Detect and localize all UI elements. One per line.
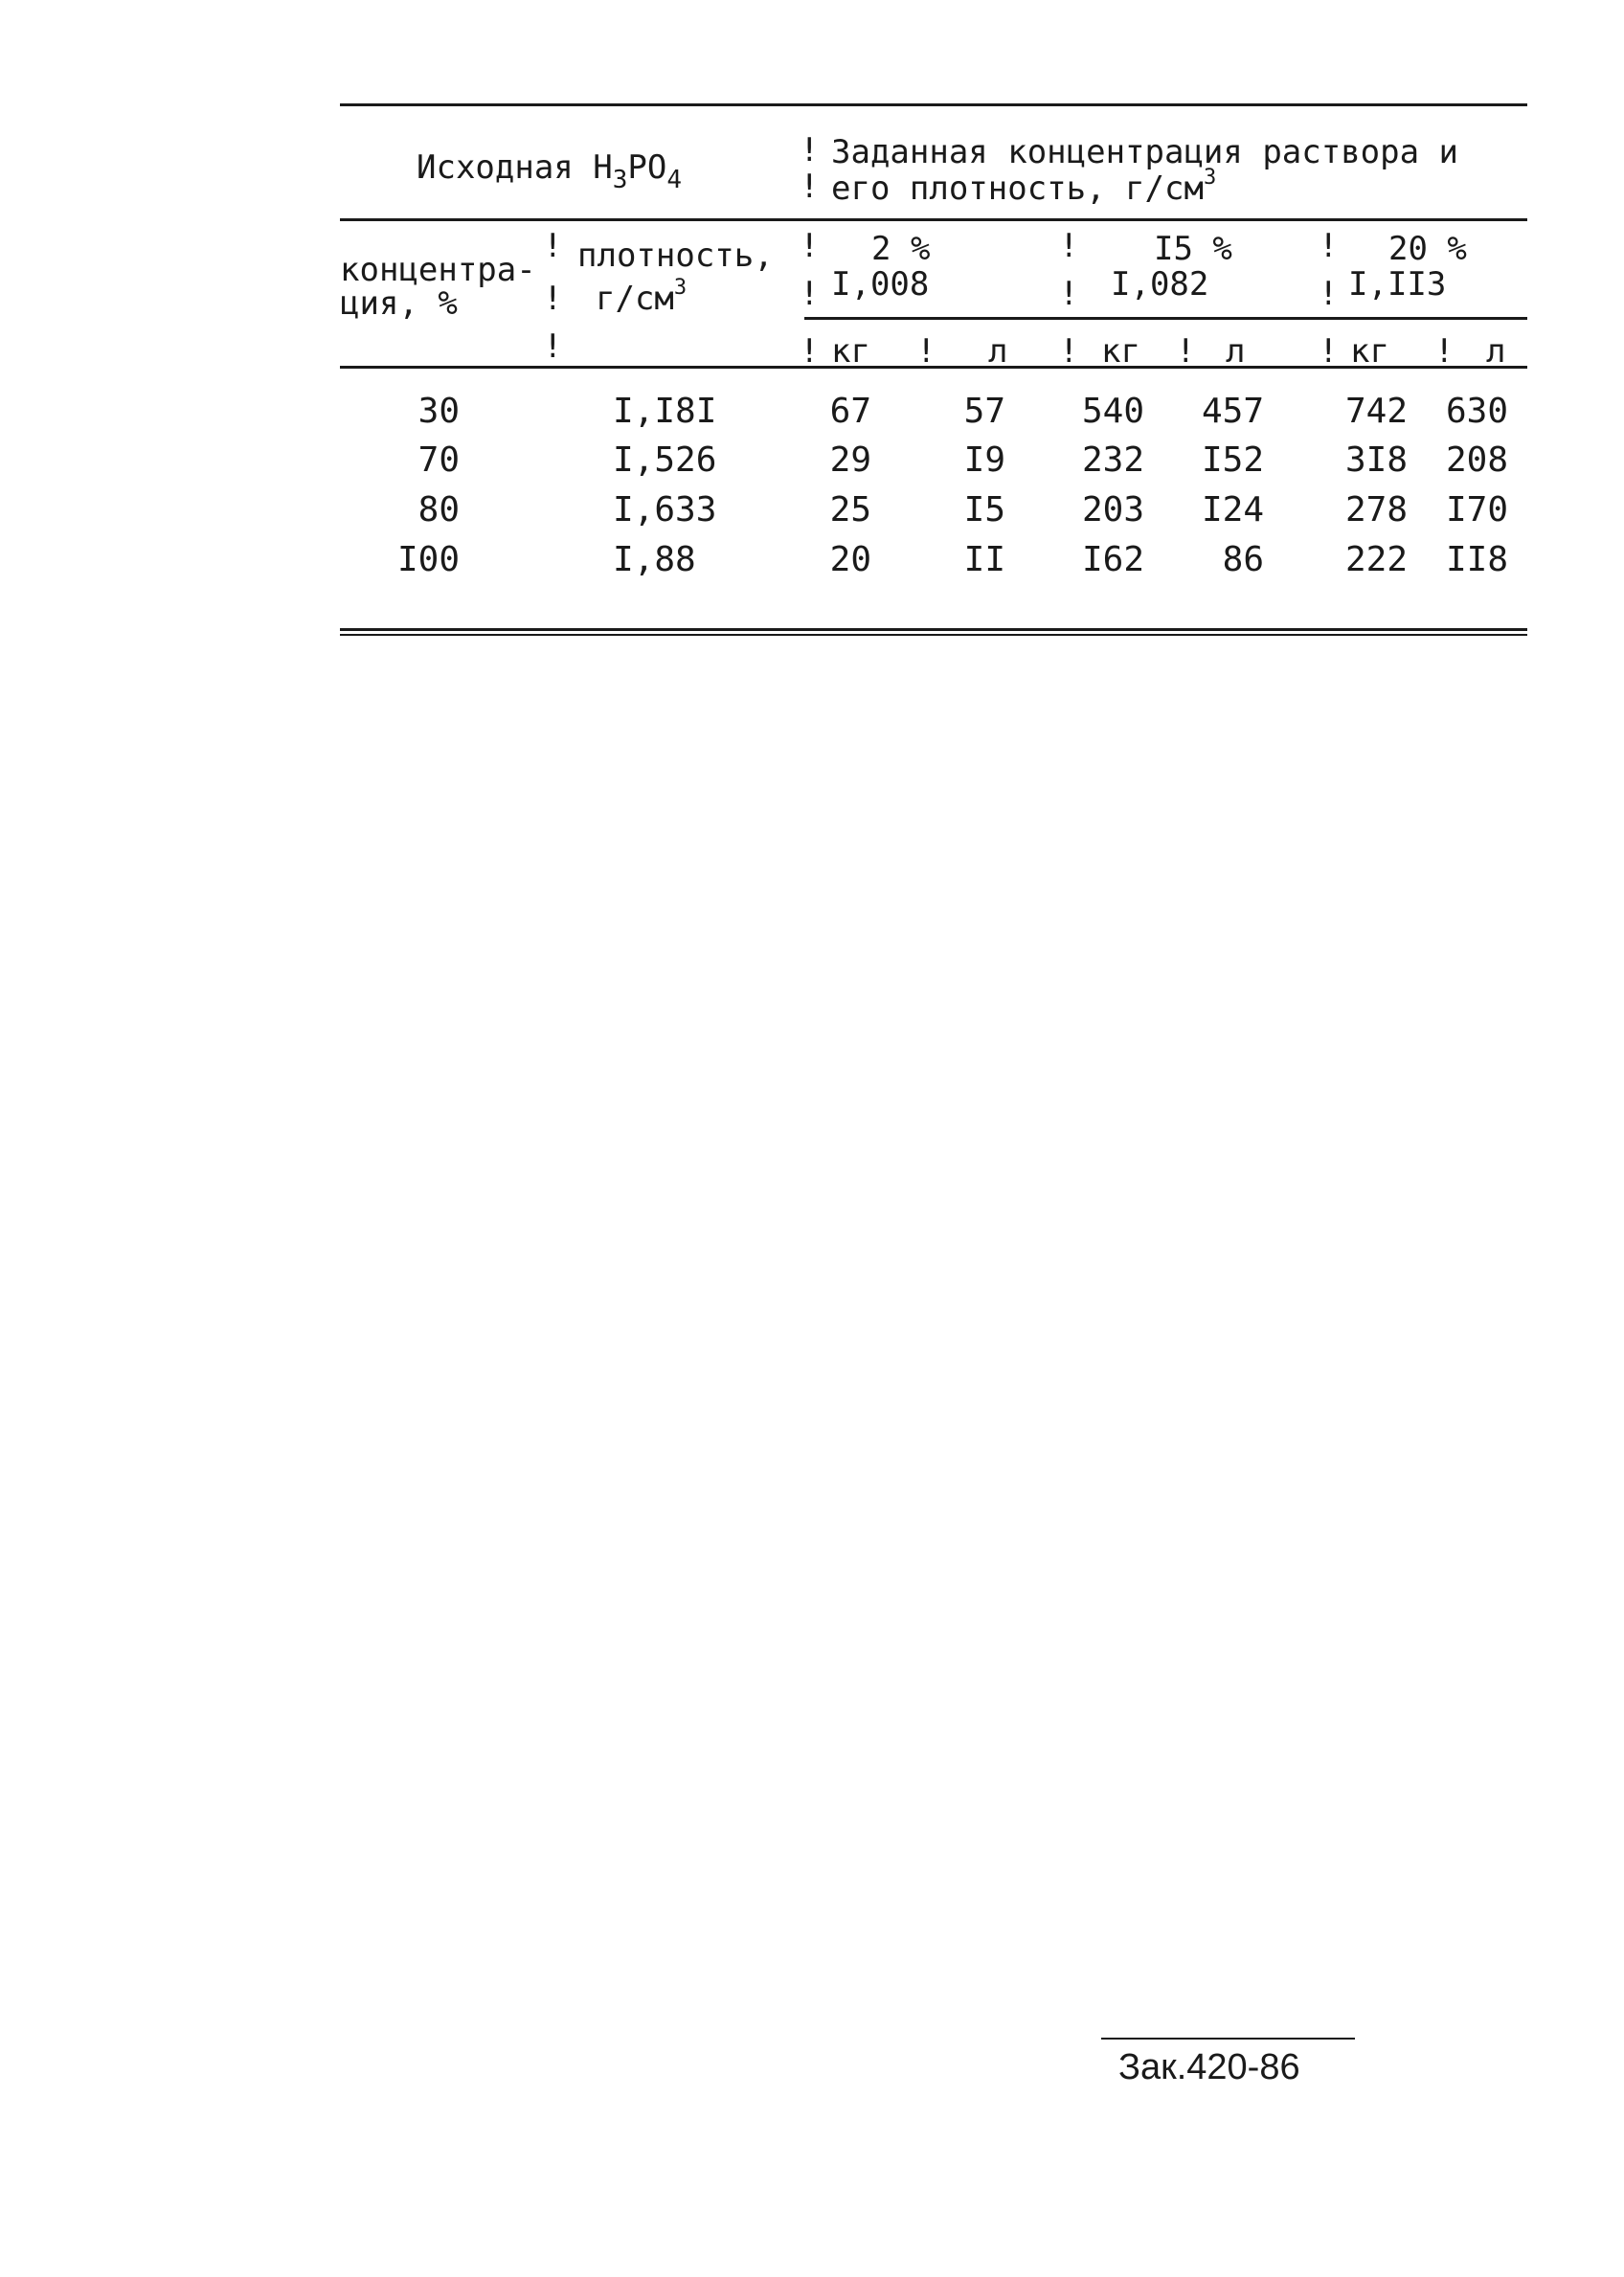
- row-l-2: II: [963, 540, 1005, 579]
- unit-kg-3: кг: [1350, 332, 1389, 371]
- row-kg-2: 67: [829, 392, 871, 431]
- order-stamp-rule: [1101, 2038, 1355, 2040]
- unit-kg-1: кг: [831, 332, 870, 371]
- row-conc: 30: [417, 392, 460, 431]
- row-kg-20: 742: [1344, 392, 1408, 431]
- group-2-percent: I5 %: [1154, 230, 1232, 268]
- target-header-text: его плотность, г/см: [831, 169, 1204, 208]
- target-header-line1: Заданная концентрация раствора и: [831, 133, 1459, 171]
- order-number: Зак.420-86: [1118, 2047, 1300, 2087]
- density-header-line1: плотность,: [577, 237, 774, 275]
- separator: !: [1434, 332, 1455, 371]
- separator: !: [800, 131, 820, 169]
- row-l-15: I24: [1201, 490, 1264, 530]
- group-2-density: I,082: [1111, 265, 1209, 304]
- group-1-percent: 2 %: [871, 230, 931, 268]
- density-header-sup: 3: [673, 276, 688, 300]
- row-l-2: I5: [963, 490, 1005, 530]
- separator: !: [916, 332, 936, 371]
- table-bottom-rule-2: [340, 634, 1527, 636]
- target-header-sup: 3: [1203, 166, 1217, 190]
- separator: !: [1319, 227, 1339, 265]
- target-header-line2: [831, 166, 1217, 208]
- row-density: I,633: [613, 490, 717, 530]
- row-l-20: I70: [1445, 490, 1508, 530]
- table-top-rule: [340, 103, 1527, 106]
- row-kg-2: 25: [829, 490, 871, 530]
- row-kg-2: 29: [829, 440, 871, 480]
- separator: !: [1059, 227, 1079, 265]
- formula-po-sub: 4: [666, 166, 682, 194]
- row-conc: 70: [417, 440, 460, 480]
- row-kg-15: 203: [1081, 490, 1144, 530]
- row-l-20: 208: [1445, 440, 1508, 480]
- unit-l-1: л: [988, 332, 1008, 371]
- groups-divider-rule: [804, 317, 1527, 320]
- separator: !: [800, 168, 820, 206]
- row-conc: I00: [396, 540, 460, 579]
- separator: !: [1176, 332, 1196, 371]
- row-conc: 80: [417, 490, 460, 530]
- row-kg-15: I62: [1081, 540, 1144, 579]
- row-kg-15: 540: [1081, 392, 1144, 431]
- formula-h-sub: 3: [612, 166, 628, 194]
- separator: !: [543, 280, 563, 318]
- row-l-20: 630: [1445, 392, 1508, 431]
- row-density: I,88: [613, 540, 696, 579]
- separator: !: [1319, 275, 1339, 313]
- separator: !: [543, 227, 563, 265]
- unit-l-2: л: [1226, 332, 1246, 371]
- conc-header-line1: концентра-: [340, 251, 536, 289]
- row-kg-2: 20: [829, 540, 871, 579]
- table-bottom-rule: [340, 628, 1527, 631]
- row-l-2: 57: [963, 392, 1005, 431]
- separator: !: [800, 275, 820, 313]
- row-kg-15: 232: [1081, 440, 1144, 480]
- separator: !: [800, 332, 820, 371]
- row-l-2: I9: [963, 440, 1005, 480]
- row-kg-20: 222: [1344, 540, 1408, 579]
- separator: !: [1319, 332, 1339, 371]
- row-kg-20: 278: [1344, 490, 1408, 530]
- row-l-20: II8: [1445, 540, 1508, 579]
- conc-header-line2: ция, %: [340, 284, 458, 323]
- group-3-density: I,II3: [1348, 265, 1447, 304]
- header-divider-rule: [340, 218, 1527, 221]
- formula-h: H: [593, 148, 613, 187]
- separator: !: [543, 327, 563, 366]
- density-header-text: г/см: [596, 280, 674, 318]
- row-l-15: I52: [1201, 440, 1264, 480]
- group-3-percent: 20 %: [1388, 230, 1467, 268]
- source-acid-prefix: Исходная: [417, 148, 594, 187]
- unit-l-3: л: [1486, 332, 1506, 371]
- separator: !: [800, 227, 820, 265]
- group-1-density: I,008: [831, 265, 930, 304]
- source-acid-header: [417, 148, 682, 194]
- density-header-line2: [596, 276, 688, 318]
- formula-po: PO: [627, 148, 667, 187]
- row-density: I,I8I: [613, 392, 717, 431]
- row-l-15: 86: [1222, 540, 1264, 579]
- separator: !: [1059, 332, 1079, 371]
- unit-kg-2: кг: [1101, 332, 1140, 371]
- row-density: I,526: [613, 440, 717, 480]
- row-l-15: 457: [1201, 392, 1264, 431]
- row-kg-20: 3I8: [1344, 440, 1408, 480]
- separator: !: [1059, 275, 1079, 313]
